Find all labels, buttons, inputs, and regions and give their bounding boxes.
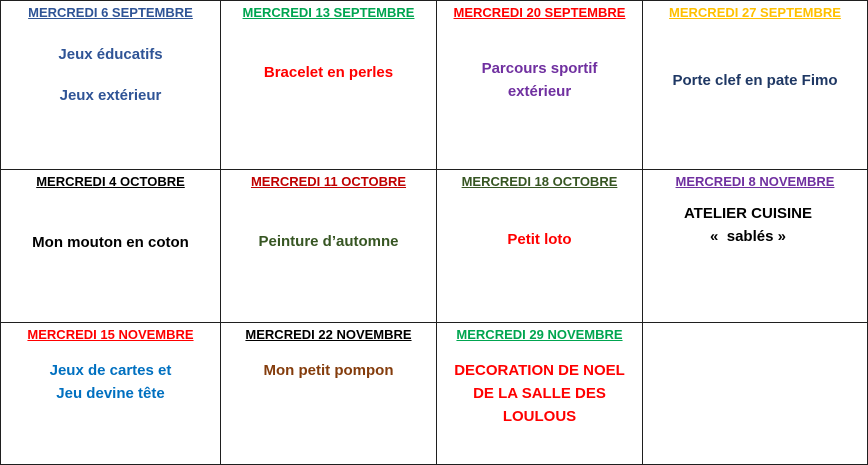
table-row (1, 323, 868, 465)
activity-line: Jeux de cartes et (49, 362, 172, 379)
activity-line: Porte clef en pate Fimo (672, 72, 838, 89)
date-label: MERCREDI 15 NOVEMBRE (27, 327, 194, 342)
day-cell (221, 170, 437, 323)
activity-line: LOULOUS (502, 408, 577, 425)
date-label: MERCREDI 8 NOVEMBRE (675, 174, 835, 189)
table-row (1, 170, 868, 323)
activity-line: « sablés » (710, 228, 786, 245)
activity-line: Mon petit pompon (263, 362, 394, 379)
activity-line: Peinture d’automne (258, 233, 399, 250)
date-label: MERCREDI 29 NOVEMBRE (456, 327, 623, 342)
day-cell (437, 1, 643, 170)
activity-line: Jeux éducatifs (58, 46, 163, 63)
day-cell (221, 323, 437, 465)
activity-line: Petit loto (507, 231, 572, 248)
day-cell (437, 323, 643, 465)
activity-line: DE LA SALLE DES (473, 385, 606, 402)
day-cell (643, 170, 868, 323)
activity-line: extérieur (507, 83, 572, 100)
day-cell (437, 170, 643, 323)
date-label: MERCREDI 4 OCTOBRE (36, 174, 185, 189)
activity-line: Jeu devine tête (56, 385, 165, 402)
date-label: MERCREDI 20 SEPTEMBRE (453, 5, 626, 20)
activity-line: Jeux extérieur (59, 87, 162, 104)
date-label: MERCREDI 6 SEPTEMBRE (28, 5, 193, 20)
date-label: MERCREDI 11 OCTOBRE (250, 174, 407, 189)
empty-cell (643, 323, 868, 465)
day-cell (1, 1, 221, 170)
activity-line: Mon mouton en coton (32, 234, 189, 251)
activity-line: DECORATION DE NOEL (454, 362, 625, 379)
day-cell (1, 323, 221, 465)
activity-line: Parcours sportif (481, 60, 598, 77)
line-gap (1, 66, 220, 84)
day-cell (221, 1, 437, 170)
table-row (1, 1, 868, 170)
activity-line: ATELIER CUISINE (683, 205, 813, 222)
date-label: MERCREDI 22 NOVEMBRE (245, 327, 412, 342)
activity-line: Bracelet en perles (263, 64, 394, 81)
day-cell (643, 1, 868, 170)
date-label: MERCREDI 18 OCTOBRE (461, 174, 618, 189)
day-cell (1, 170, 221, 323)
date-label: MERCREDI 27 SEPTEMBRE (669, 5, 841, 20)
date-label: MERCREDI 13 SEPTEMBRE (242, 5, 415, 20)
